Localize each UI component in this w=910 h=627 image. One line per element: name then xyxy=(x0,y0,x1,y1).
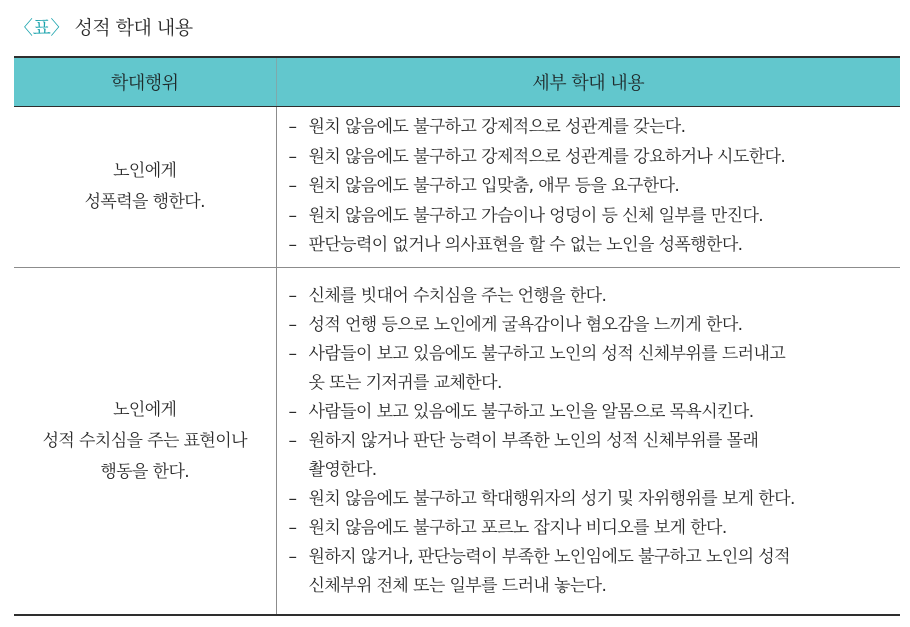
sexual-abuse-table xyxy=(14,56,900,616)
list-item xyxy=(289,172,893,202)
list-item-text: 원치 않음에도 불구하고 포르노 잡지나 비디오를 보게 한다. xyxy=(308,517,727,538)
dash-bullet: – xyxy=(288,205,297,226)
caption-tag: 표 xyxy=(32,17,51,39)
list-item-text: 신체부위 전체 또는 일부를 드러내 놓는다. xyxy=(308,575,607,596)
list-item-text: 사람들이 보고 있음에도 불구하고 노인을 알몸으로 목욕시킨다. xyxy=(308,401,754,422)
dash-bullet: – xyxy=(288,343,297,364)
abuse-detail-cell xyxy=(276,107,900,268)
table-row xyxy=(14,107,900,268)
dash-bullet: – xyxy=(288,146,297,167)
list-item-text: 원치 않음에도 불구하고 강제적으로 성관계를 갖는다. xyxy=(308,117,686,138)
list-item xyxy=(289,514,893,543)
list-item-text: 원치 않음에도 불구하고 강제적으로 성관계를 강요하거나 시도한다. xyxy=(308,146,786,167)
list-item-text: 원치 않음에도 불구하고 입맞춤, 애무 등을 요구한다. xyxy=(308,176,680,197)
dash-bullet: – xyxy=(288,430,297,451)
list-item-text: 촬영한다. xyxy=(308,459,377,480)
abuse-act-line: 성적 수치심을 주는 표현이나 xyxy=(42,430,247,451)
list-item-text: 성적 언행 등으로 노인에게 굴욕감이나 혐오감을 느끼게 한다. xyxy=(308,314,743,335)
abuse-act-line: 노인에게 xyxy=(113,399,177,420)
dash-bullet: – xyxy=(288,176,297,197)
table-header-row xyxy=(14,57,900,107)
dash-bullet: – xyxy=(288,546,297,567)
list-item xyxy=(289,311,893,340)
dash-bullet: – xyxy=(288,401,297,422)
list-item xyxy=(289,485,893,514)
abuse-act-cell xyxy=(14,268,276,616)
list-item-text: 신체를 빗대어 수치심을 주는 언행을 한다. xyxy=(308,285,607,306)
list-item xyxy=(289,113,893,143)
dash-bullet: – xyxy=(288,117,297,138)
table-row xyxy=(14,268,900,616)
abuse-act-line: 행동을 한다. xyxy=(100,461,190,482)
dash-bullet: – xyxy=(288,285,297,306)
list-item-text: 사람들이 보고 있음에도 불구하고 노인의 성적 신체부위를 드러내고 xyxy=(308,343,786,364)
list-item-text: 원치 않음에도 불구하고 가슴이나 엉덩이 등 신체 일부를 만진다. xyxy=(308,205,764,226)
list-item xyxy=(289,202,893,232)
detail-list xyxy=(289,113,893,261)
list-item-text: 판단능력이 없거나 의사표현을 할 수 없는 노인을 성폭행한다. xyxy=(308,235,743,256)
abuse-act-line: 노인에게 xyxy=(113,161,177,181)
list-item xyxy=(289,427,893,485)
header-detail: 세부 학대 내용 xyxy=(276,57,900,107)
list-item xyxy=(289,282,893,311)
abuse-act-cell xyxy=(14,107,276,268)
list-item xyxy=(289,398,893,427)
list-item-text: 원하지 않거나 판단 능력이 부족한 노인의 성적 신체부위를 몰래 xyxy=(308,430,759,451)
table-caption xyxy=(14,14,193,42)
dash-bullet: – xyxy=(288,235,297,256)
list-item xyxy=(289,543,893,601)
list-item xyxy=(289,143,893,173)
dash-bullet: – xyxy=(288,314,297,335)
dash-bullet: – xyxy=(288,517,297,538)
header-act: 학대행위 xyxy=(14,57,276,107)
list-item-text: 원하지 않거나, 판단능력이 부족한 노인임에도 불구하고 노인의 성적 xyxy=(308,546,790,567)
dash-bullet: – xyxy=(288,488,297,509)
abuse-act-line: 성폭력을 행한다. xyxy=(84,192,205,212)
list-item-text: 옷 또는 기저귀를 교체한다. xyxy=(308,372,502,393)
list-item xyxy=(289,340,893,398)
abuse-detail-cell xyxy=(276,268,900,616)
caption-bracket-open: 〈 xyxy=(14,17,33,39)
detail-list xyxy=(289,282,893,601)
list-item-text: 원치 않음에도 불구하고 학대행위자의 성기 및 자위행위를 보게 한다. xyxy=(308,488,795,509)
list-item xyxy=(289,231,893,261)
caption-title: 성적 학대 내용 xyxy=(74,17,193,39)
caption-bracket-close: 〉 xyxy=(50,17,69,39)
